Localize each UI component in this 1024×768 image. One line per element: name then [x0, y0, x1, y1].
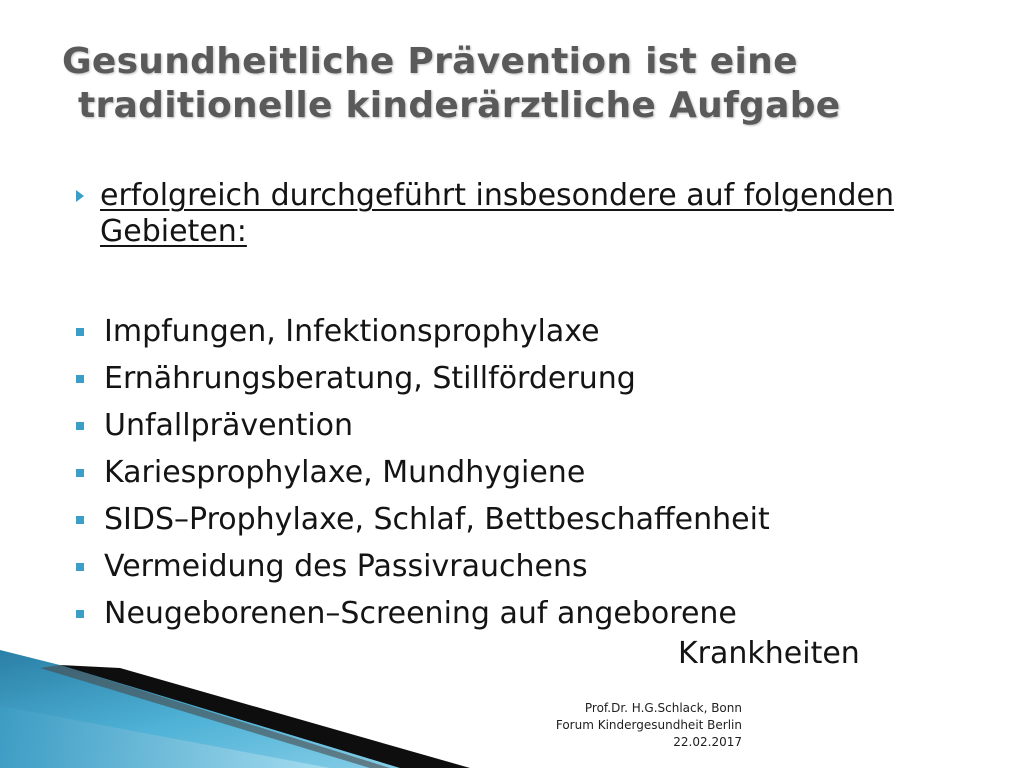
bullet-list	[76, 312, 976, 674]
bullet-text: SIDS–Prophylaxe, Schlaf, Bettbeschaffenheit	[104, 502, 770, 537]
bullet-text-multiline	[104, 594, 860, 674]
bullet-text: Unfallprävention	[104, 408, 354, 443]
list-item	[76, 594, 976, 674]
title-line-2: traditionelle kinderärztliche Aufgabe	[78, 85, 841, 126]
square-bullet-icon	[76, 328, 84, 336]
square-bullet-icon	[76, 422, 84, 430]
bullet-text: Vermeidung des Passivrauchens	[104, 549, 588, 584]
footer-event: Forum Kindergesundheit Berlin	[555, 718, 742, 732]
bullet-text: Ernährungsberatung, Stillförderung	[104, 361, 636, 396]
bullet-text: Kariesprophylaxe, Mundhygiene	[104, 455, 586, 490]
slide-title	[62, 40, 982, 128]
arrow-bullet-icon	[76, 190, 84, 202]
decor-black-stripe	[60, 665, 470, 768]
list-item	[76, 359, 976, 406]
square-bullet-icon	[76, 375, 84, 383]
square-bullet-icon	[76, 610, 84, 618]
square-bullet-icon	[76, 516, 84, 524]
lead-text: erfolgreich durchgeführt insbesondere auf folgenden Gebieten:	[100, 178, 894, 249]
list-item	[76, 312, 976, 359]
footer	[556, 700, 742, 751]
bullet-continuation: Krankheiten	[678, 636, 860, 671]
square-bullet-icon	[76, 469, 84, 477]
square-bullet-icon	[76, 563, 84, 571]
list-item	[76, 547, 976, 594]
decor-gray-stripe	[40, 665, 390, 768]
footer-author: Prof.Dr. H.G.Schlack, Bonn	[584, 701, 742, 715]
lead-bullet	[76, 178, 956, 250]
title-line-1: Gesundheitliche Prävention ist eine	[62, 41, 798, 82]
bullet-text: Neugeborenen–Screening auf angeborene	[104, 596, 737, 631]
list-item	[76, 406, 976, 453]
list-item	[76, 453, 976, 500]
decor-light-band	[0, 706, 330, 768]
bullet-text: Impfungen, Infektionsprophylaxe	[104, 314, 600, 349]
list-item	[76, 500, 976, 547]
footer-date: 22.02.2017	[673, 735, 742, 749]
